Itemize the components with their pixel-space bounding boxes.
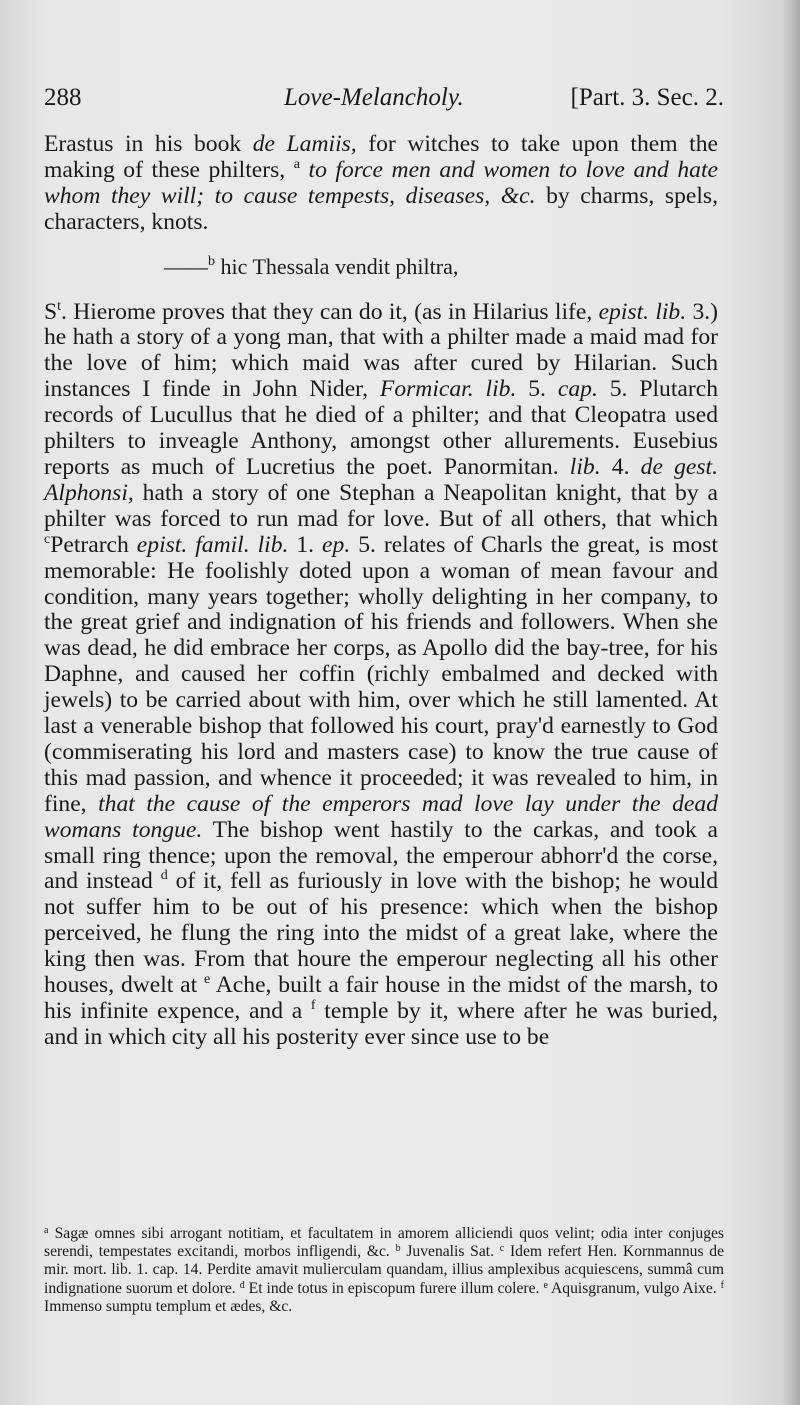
paragraph-1	[44, 132, 718, 236]
note-marker: a	[44, 1225, 49, 1236]
text-run: Ache, built a fair house in the midst of the marsh, to his infinite expence, and a	[44, 972, 718, 1024]
text-run: Et inde totus in episcopum furere illum colere.	[244, 1279, 544, 1297]
text-run: temple by it, where after he was buried, and in which city all his posterity ever since use to be	[44, 998, 718, 1050]
main-text	[44, 132, 718, 1051]
note-marker: b	[208, 253, 215, 269]
running-title: Love-Melancholy.	[284, 84, 464, 111]
text-run: that the cause of the emperors mad love lay under the dead womans tongue.	[44, 790, 718, 843]
text-run: The bishop went hastily to the carkas, and took a small ring thence; upon the removal, the emperour abhorr'd the corse, and instead	[44, 816, 719, 895]
text-run: 5. relates of Charls the great, is most memorable: He foolishly doted upon a woman of mean favour and condition, many years together; wholly delighting in her company, to the great grief and indignation of his friends and followers. When she was dead, he did embrace her corps, as Apollo did the bay-tree, for his Daphne, and caused her coffin (richly embalmed and decked with jewels) to be carried about with him, over which he still lamented. At last a venerable bishop that followed his court, pray'd earnestly to God (commiserating his lord and masters case) to know the true cause of this mad passion, and whence it proceeded; it was revealed to him, in fine,	[44, 531, 718, 817]
text-run: Juvenalis Sat.	[400, 1243, 500, 1261]
text-run: 3.) he hath a story of a yong man, that with a philter made a maid mad for the love of him; which maid was after cured by Hilarian. Such instances I finde in John Nider,	[44, 298, 718, 403]
text-run: epist. lib.	[598, 298, 687, 325]
page-number: 288	[44, 84, 82, 111]
note-marker: d	[160, 868, 168, 884]
text-run: de gest. Alphonsi,	[44, 453, 719, 506]
text-run: ——	[164, 253, 208, 279]
text-run: 1.	[288, 531, 323, 558]
verse-quotation	[164, 254, 718, 280]
note-marker: t	[57, 298, 62, 314]
paragraph-2	[44, 300, 718, 1051]
text-run: to force men and women to love and hate whom they will; to cause tempests, diseases, &c.	[44, 156, 718, 209]
text-run: hath a story of one Stephan a Neapolitan knight, that by a philter was forced to run mad for love. But of all others, that which	[44, 479, 718, 532]
page-edge-shadow	[782, 0, 800, 1405]
footnote-block	[44, 1225, 724, 1316]
text-run: Erastus in his book	[44, 131, 253, 157]
text-run: Petrarch	[50, 531, 137, 558]
text-run: of it, fell as furiously in love with the bishop; he would not suffer him to be out of his presence: which when the bishop perceived, he flung the ring into the midst of a great lake, where the king then was. From that houre the emperour neglecting all his other houses, dwelt at	[44, 868, 718, 999]
note-marker: c	[44, 531, 51, 547]
note-marker: d	[239, 1279, 245, 1291]
note-marker: f	[720, 1279, 724, 1291]
text-run: 5. Plutarch records of Lucullus that he died of a philter; and that Cleopatra used philters to inveagle Anthony, amongst other allurements. Eusebius reports as much of Lucretius the poet. Panormitan.	[44, 376, 718, 480]
note-marker: c	[499, 1243, 505, 1255]
text-run: lib.	[569, 453, 601, 480]
text-run: 5.	[516, 376, 558, 403]
text-run: for witches to take upon them the making of these philters,	[44, 131, 718, 183]
text-run: Immenso sumptu templum et ædes, &c.	[44, 1297, 293, 1315]
text-run: 4.	[600, 453, 641, 480]
section-marker: [Part. 3. Sec. 2.	[570, 84, 724, 111]
text-run: S	[44, 298, 58, 325]
text-run: Sagæ omnes sibi arrogant notitiam, et facultatem in amorem alliciendi quos velint; odia inter conjuges serendi, tempestates excitandi, morbos infligendi, &c.	[44, 1225, 724, 1261]
note-marker: e	[204, 972, 211, 988]
text-run: Formicar. lib.	[379, 376, 517, 403]
text-run: hic Thessala vendit philtra,	[215, 253, 459, 279]
footnotes	[44, 1225, 724, 1316]
running-header	[44, 84, 724, 116]
note-marker: f	[310, 998, 316, 1013]
text-run: epist. famil. lib.	[136, 531, 289, 558]
text-run: de Lamiis,	[252, 131, 357, 157]
text-run: Idem refert Hen. Kornmannus de mir. mort. lib. 1. cap. 14. Perdite amavit mulierculam quandam, illius amplexibus acquiescens, summâ cum indignatione suorum et dolore.	[44, 1243, 724, 1297]
note-marker: a	[293, 156, 300, 172]
text-run: . Hierome proves that they can do it, (as in Hilarius life,	[61, 298, 599, 325]
text-run: by charms, spels, characters, knots.	[44, 182, 719, 235]
text-run: ep.	[322, 531, 351, 558]
text-run: Aquisgranum, vulgo Aixe.	[547, 1279, 721, 1297]
note-marker: b	[395, 1243, 401, 1255]
note-marker: e	[543, 1279, 548, 1291]
text-run: cap.	[557, 376, 598, 403]
